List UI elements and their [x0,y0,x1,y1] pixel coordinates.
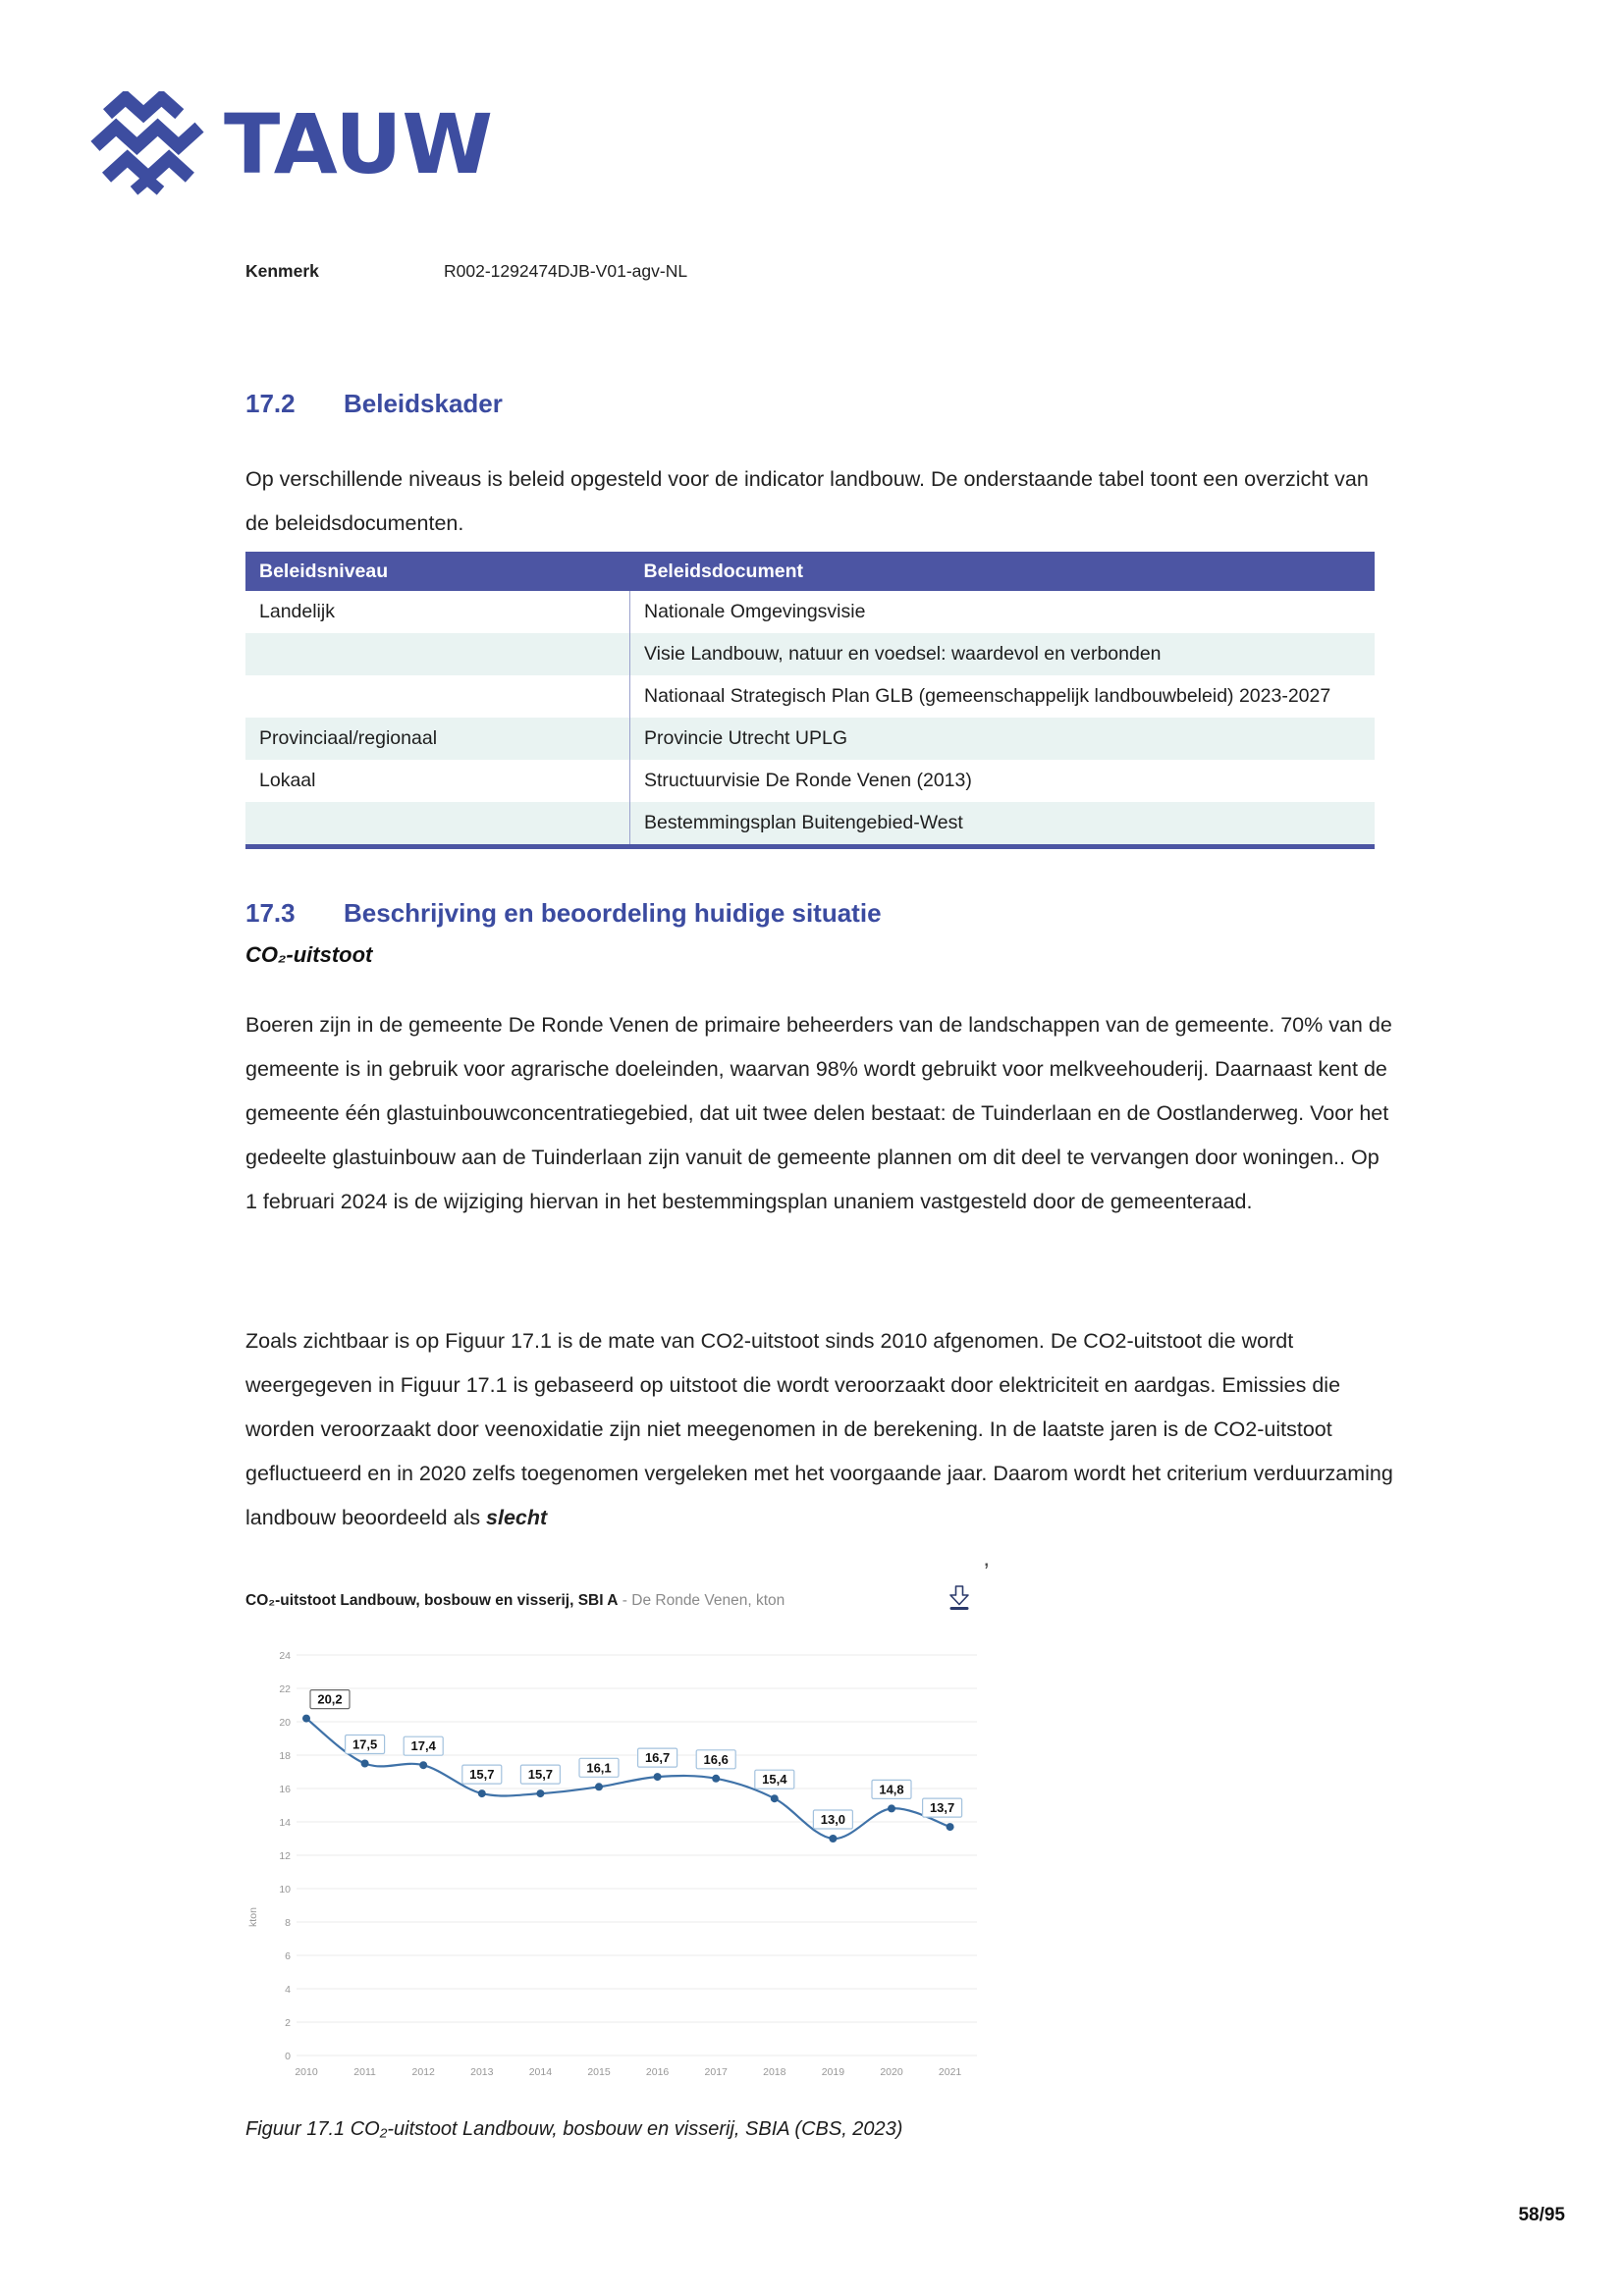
x-tick-label: 2010 [295,2066,318,2078]
point-label: 13,7 [929,1800,955,1816]
table-row [245,718,1375,760]
y-tick-label: 10 [279,1884,291,1896]
point-label: 16,7 [644,1750,671,1766]
section-heading-17-2 [245,389,503,419]
point-label: 15,4 [762,1772,787,1788]
logo-wave-bottom [135,180,161,191]
point-label: 15,7 [527,1767,554,1783]
section-title: Beschrijving en beoordeling huidige situatie [344,898,882,928]
tauw-logo-text: TAUW [224,96,494,192]
y-tick-label: 24 [279,1650,291,1662]
policy-level-cell [245,633,630,675]
chart-title-subtitle: - De Ronde Venen, kton [618,1592,785,1609]
data-point [771,1794,779,1802]
policy-level-cell: Lokaal [259,770,316,791]
chart-title [245,1592,785,1610]
data-point [947,1823,954,1831]
point-label: 16,1 [586,1760,612,1776]
y-tick-label: 16 [279,1784,291,1795]
co2-uitstoot-subheading: CO₂-uitstoot [245,942,373,967]
paragraph-co2-2 [245,1319,1399,1540]
x-tick-label: 2015 [587,2066,611,2078]
point-label: 14,8 [879,1782,904,1797]
y-tick-label: 12 [279,1850,291,1862]
data-point [302,1715,310,1723]
point-label: 20,2 [317,1691,343,1707]
policy-document-cell: Visie Landbouw, natuur en voedsel: waardevol en verbonden [630,633,1376,675]
page-number: 58/95 [1518,2205,1565,2225]
column-header-beleidsdocument: Beleidsdocument [630,552,1376,591]
data-point [361,1760,369,1768]
policy-level-cell: Landelijk [259,601,335,622]
policy-document-cell: Nationale Omgevingsvisie [630,591,1376,633]
policy-level-cell [245,802,630,847]
paragraph-text: Zoals zichtbaar is op Figuur 17.1 is de mate van CO2-uitstoot sinds 2010 afgenomen. De CO2-uitstoot die wordt weergegeven in Figuur 17.1 is gebaseerd op uitstoot die wordt veroorzaakt door elektriciteit en aardgas. Emissies die worden veroorzaakt door veenoxidatie zijn niet meegenomen in de berekening. In de laatste jaren is de CO2-uitstoot gefluctueerd en in 2020 zelfs toegenomen vergeleken met het voorgaande jaar. Daarom wordt het criterium verduurzaming landbouw beoordeeld als [245,1328,1393,1529]
chart-title-bold: CO₂-uitstoot Landbouw, bosbouw en visserij, SBI A [245,1592,619,1609]
policy-table-header-row [245,552,1375,591]
x-tick-label: 2019 [821,2066,845,2078]
point-label: 16,6 [703,1751,729,1767]
co2-line-chart [244,1628,982,2089]
policy-level-cell: Provinciaal/regionaal [259,727,438,749]
kenmerk-row [245,261,687,282]
point-label: 13,0 [820,1812,846,1827]
y-tick-label: 2 [285,2017,291,2029]
x-tick-label: 2013 [470,2066,494,2078]
data-point [712,1775,720,1783]
tauw-logo-mark [88,91,206,197]
data-point [829,1835,837,1842]
stray-quote-mark: ’ [984,1559,990,1585]
x-tick-label: 2017 [704,2066,728,2078]
y-tick-label: 20 [279,1717,291,1729]
y-tick-label: 8 [285,1917,291,1929]
section-title: Beleidskader [344,389,503,418]
data-point [654,1773,662,1781]
y-tick-label: 4 [285,1984,291,1996]
y-axis-label: kton [247,1907,259,1927]
policy-document-cell: Structuurvisie De Ronde Venen (2013) [630,760,1376,802]
point-label: 17,4 [410,1738,436,1754]
section-number: 17.2 [245,389,296,418]
paragraph-co2-1: Boeren zijn in de gemeente De Ronde Venen de primaire beheerders van de landschappen van de gemeente. 70% van de gemeente is in gebruik voor agrarische doeleinden, waarvan 98% wordt gebruikt voor melkveehouderij. Daarnaast kent de gemeente één glastuinbouwconcentratiegebied, dat uit twee delen bestaat: de Tuinderlaan en de Oostlanderweg. Voor het gedeelte glastuinbouw aan de Tuinderlaan zijn vanuit de gemeente plannen om dit deel te vervangen door woningen.. Op 1 februari 2024 is de wijziging hiervan in het bestemmingsplan unaniem vastgesteld door de gemeenteraad. [245,1012,1392,1213]
policy-level-cell [245,675,630,718]
data-point [536,1789,544,1797]
table-row [245,675,1375,718]
x-tick-label: 2014 [528,2066,553,2078]
download-icon[interactable] [947,1582,972,1612]
policy-table [245,552,1375,849]
point-label: 17,5 [352,1736,378,1752]
table-row [245,802,1375,847]
section-heading-17-3 [245,898,882,929]
y-tick-label: 0 [285,2051,291,2062]
assessment-emphasis: slecht [486,1505,548,1529]
policy-document-cell: Bestemmingsplan Buitengebied-West [630,802,1376,847]
x-tick-label: 2012 [411,2066,435,2078]
policy-document-cell: Provincie Utrecht UPLG [630,718,1376,760]
x-tick-label: 2011 [353,2066,376,2078]
series-line [306,1719,950,1839]
x-tick-label: 2021 [938,2066,962,2078]
data-point [478,1789,486,1797]
x-tick-label: 2016 [645,2066,670,2078]
x-tick-label: 2018 [763,2066,786,2078]
policy-document-cell: Nationaal Strategisch Plan GLB (gemeenschappelijk landbouwbeleid) 2023-2027 [630,675,1376,718]
table-row [245,591,1375,633]
table-row [245,633,1375,675]
kenmerk-value: R002-1292474DJB-V01-agv-NL [444,261,688,281]
data-point [419,1761,427,1769]
y-tick-label: 22 [279,1683,291,1695]
column-header-beleidsniveau: Beleidsniveau [245,552,630,591]
section-number: 17.3 [245,898,296,928]
data-point [595,1783,603,1790]
intro-paragraph: Op verschillende niveaus is beleid opgesteld voor de indicator landbouw. De onderstaande tabel toont een overzicht van de beleidsdocumenten. [245,466,1369,535]
y-tick-label: 18 [279,1750,291,1762]
y-tick-label: 14 [279,1817,291,1829]
x-tick-label: 2020 [880,2066,903,2078]
kenmerk-label: Kenmerk [245,261,319,281]
data-point [888,1804,895,1812]
point-label: 15,7 [469,1767,495,1783]
tauw-logo [88,91,493,197]
table-row [245,760,1375,802]
figure-caption: Figuur 17.1 CO₂-uitstoot Landbouw, bosbouw en visserij, SBIA (CBS, 2023) [245,2118,903,2140]
y-tick-label: 6 [285,1950,291,1962]
